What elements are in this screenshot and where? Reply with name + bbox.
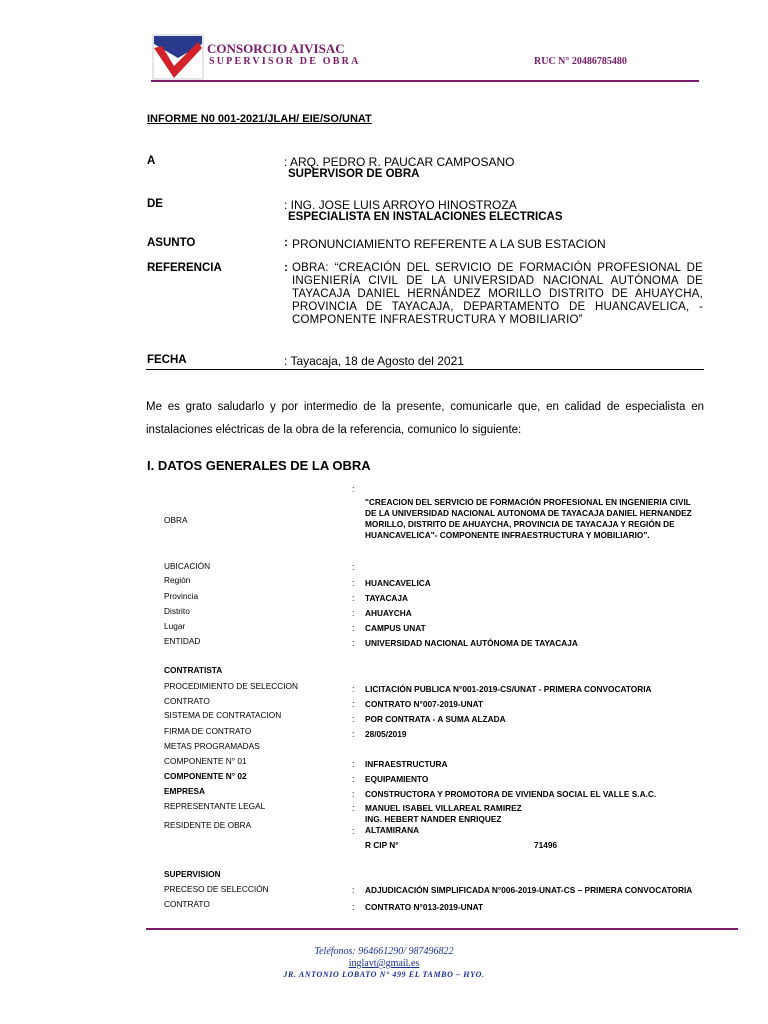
reference-line: PROVINCIA DE TAYACAJA, DEPARTAMENTO DE HUANCAVELICA, -: [292, 301, 703, 313]
subject-label: ASUNTO: [147, 237, 196, 249]
colon: :: [352, 714, 355, 724]
report-title: INFORME N0 001-2021/JLAH/ EIE/SO/UNAT: [147, 113, 372, 125]
section-title: I. DATOS GENERALES DE LA OBRA: [147, 458, 371, 473]
residente-value-line2: ALTAMIRANA: [365, 825, 420, 835]
footer-email-link[interactable]: inglavt@gmail.es: [348, 958, 420, 969]
obra-line: "CREACION DEL SERVICIO DE FORMACIÓN PROFESIONAL EN INGENIERIA CIVIL: [365, 497, 691, 507]
componente-1-label: COMPONENTE N° 01: [164, 756, 247, 766]
empresa-label: EMPRESA: [164, 786, 206, 796]
intro-line: Me es grato saludarlo y por intermedio de la presente, comunicarle que, en calidad de especialista en: [146, 401, 704, 413]
colon: :: [352, 623, 355, 633]
to-role: SUPERVISOR DE OBRA: [288, 168, 420, 180]
date-label: FECHA: [147, 354, 187, 366]
to-value: : ARQ. PEDRO R. PAUCAR CAMPOSANO: [284, 155, 515, 169]
ubicacion-label: UBICACIÓN: [164, 561, 211, 571]
procedimiento-value: LICITACIÓN PUBLICA N°001-2019-CS/UNAT - PRIMERA CONVOCATORIA: [365, 684, 652, 694]
footer-phones: Teléfonos: 964661290/ 987496822: [314, 946, 454, 957]
intro-paragraph: [146, 396, 704, 442]
metas-label: METAS PROGRAMADAS: [164, 741, 260, 751]
lugar-label: Lugar: [164, 621, 186, 631]
company-logo: [152, 34, 204, 80]
colon: :: [352, 684, 355, 694]
region-value: HUANCAVELICA: [365, 578, 431, 588]
date-value: : Tayacaja, 18 de Agosto del 2021: [284, 354, 464, 368]
contrato-label: CONTRATO: [164, 696, 210, 706]
distrito-label: Distrito: [164, 606, 190, 616]
firma-label: FIRMA DE CONTRATO: [164, 726, 252, 736]
reference-colon: :: [284, 262, 288, 274]
reference-line: TAYACAJA DANIEL HERNÁNDEZ MORILLO DISTRITO DE AHUAYCHA,: [292, 288, 703, 300]
supervision-proceso-label: PRECESO DE SELECCIÓN: [164, 884, 269, 894]
supervision-proceso-value: ADJUDICACIÓN SIMPLIFICADA N°006-2019-UNAT-CS – PRIMERA CONVOCATORIA: [365, 885, 693, 895]
procedimiento-label: PROCEDIMIENTO DE SELECCION: [164, 681, 299, 691]
reference-line: INGENIERÍA CIVIL DE LA UNIVERSIDAD NACIONAL AUTÓNOMA DE: [292, 275, 703, 287]
lugar-value: CAMPUS UNAT: [365, 623, 426, 633]
reference-text: [292, 262, 703, 327]
colon: :: [352, 608, 355, 618]
reference-line: COMPONENTE INFRAESTRUCTURA Y MOBILIARIO”: [292, 314, 583, 326]
colon: :: [352, 803, 355, 813]
supervision-contrato-value: CONTRATO N°013-2019-UNAT: [365, 902, 484, 912]
componente-2-value: EQUIPAMIENTO: [365, 774, 429, 784]
obra-colon: :: [352, 484, 355, 494]
company-name: CONSORCIO AIVISAC: [207, 41, 345, 56]
representante-value: MANUEL ISABEL VILLAREAL RAMIREZ: [365, 803, 522, 813]
obra-line: DE LA UNIVERSIDAD NACIONAL AUTONOMA DE TAYACAJA DANIEL HERNANDEZ: [365, 508, 692, 518]
colon: :: [352, 789, 355, 799]
sistema-value: POR CONTRATA - A SUMA ALZADA: [365, 714, 506, 724]
from-value: : ING. JOSE LUIS ARROYO HINOSTROZA: [284, 198, 517, 212]
contratista-heading: CONTRATISTA: [164, 665, 223, 675]
reference-label: REFERENCIA: [147, 262, 222, 274]
reference-line: OBRA: “CREACIÓN DEL SERVICIO DE FORMACIÓN PROFESIONAL DE: [292, 262, 703, 274]
obra-line: MORILLO, DISTRITO DE AHUAYCHA, PROVINCIA DE TAYACAJA Y REGIÓN DE: [365, 519, 675, 529]
provincia-label: Provincia: [164, 591, 199, 601]
to-label: A: [147, 155, 156, 167]
rcip-value: 71496: [534, 840, 558, 850]
colon: :: [352, 774, 355, 784]
ubicacion-colon: :: [352, 562, 355, 572]
company-subtitle: SUPERVISOR DE OBRA: [209, 56, 361, 67]
subject-value: PRONUNCIAMIENTO REFERENTE A LA SUB ESTACION: [292, 237, 606, 251]
colon: :: [352, 826, 355, 836]
colon: :: [352, 885, 355, 895]
colon: :: [352, 902, 355, 912]
componente-2-label: COMPONENTE N° 02: [164, 771, 247, 781]
contrato-value: CONTRATO N°007-2019-UNAT: [365, 699, 484, 709]
empresa-value: CONSTRUCTORA Y PROMOTORA DE VIVIENDA SOCIAL EL VALLE S.A.C.: [365, 789, 657, 799]
ruc-number: RUC N° 20486785480: [534, 56, 627, 67]
date-divider: [146, 369, 704, 370]
entidad-value: UNIVERSIDAD NACIONAL AUTÓNOMA DE TAYACAJA: [365, 638, 578, 648]
provincia-value: TAYACAJA: [365, 593, 409, 603]
colon: :: [352, 578, 355, 588]
obra-line: HUANCAVELICA"- COMPONENTE INFRAESTRUCTURA Y MOBILIARIO".: [365, 530, 650, 540]
colon: :: [352, 729, 355, 739]
header-divider: [151, 80, 699, 82]
intro-line: instalaciones eléctricas de la obra de la referencia, comunico lo siguiente:: [146, 424, 522, 436]
rcip-label: R CIP N°: [365, 840, 399, 850]
entidad-label: ENTIDAD: [164, 636, 201, 646]
representante-label: REPRESENTANTE LEGAL: [164, 801, 266, 811]
footer-address: JR. ANTONIO LOBATO N° 499 EL TAMBO – HYO.: [283, 970, 485, 979]
from-role: ESPECIALISTA EN INSTALACIONES ELECTRICAS: [288, 211, 563, 223]
from-label: DE: [147, 198, 163, 210]
region-label: Región: [164, 575, 191, 585]
obra-label: OBRA: [164, 515, 188, 525]
colon: :: [352, 699, 355, 709]
sistema-label: SISTEMA DE CONTRATACION: [164, 710, 282, 720]
colon: :: [352, 638, 355, 648]
supervision-heading: SUPERVISION: [164, 869, 221, 879]
componente-1-value: INFRAESTRUCTURA: [365, 759, 448, 769]
colon: :: [352, 759, 355, 769]
obra-description: [365, 497, 703, 541]
colon: :: [352, 593, 355, 603]
supervision-contrato-label: CONTRATO: [164, 899, 210, 909]
footer-divider: [146, 928, 738, 930]
distrito-value: AHUAYCHA: [365, 608, 412, 618]
firma-value: 28/05/2019: [365, 729, 407, 739]
residente-label: RESIDENTE DE OBRA: [164, 820, 252, 830]
residente-value: ING. HEBERT NANDER ENRIQUEZ: [365, 814, 502, 824]
subject-colon: :: [284, 237, 288, 249]
